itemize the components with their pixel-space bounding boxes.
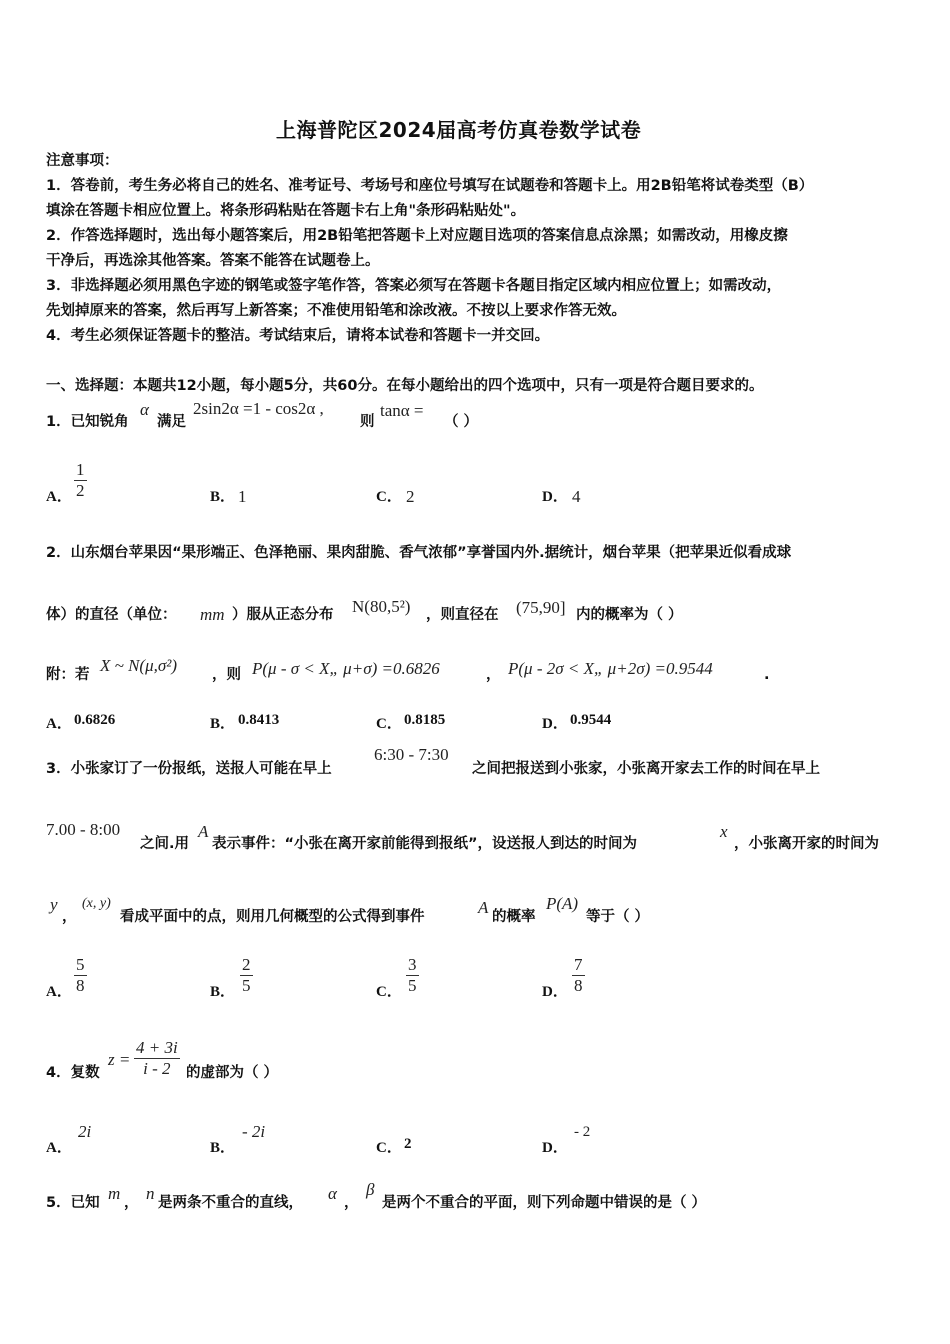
q2-interval: (75,90] [516, 598, 566, 617]
notice-line: 3．非选择题必须用黑色字迹的钢笔或签字笔作答，答案必须写在答题卡各题目指定区域内相应位置上；如需改动， [46, 278, 782, 294]
q5-comma-2: ， [344, 1195, 359, 1211]
q4-suffix: 的虚部为（ ） [186, 1065, 279, 1081]
q3-option-b-fraction [240, 955, 253, 996]
q1-option-a-label[interactable]: A． [46, 489, 72, 505]
q2-line2-c: ，则直径在 [426, 607, 499, 623]
q5-mid: 是两条不重合的直线， [158, 1195, 303, 1211]
q5-suffix: 是两个不重合的平面，则下列命题中错误的是（ ） [382, 1195, 707, 1211]
q2-option-d-label[interactable]: D． [542, 716, 568, 732]
q1-option-d-label[interactable]: D． [542, 489, 568, 505]
q2-option-b-value: 0.8413 [238, 712, 280, 728]
q4-option-d-label[interactable]: D． [542, 1140, 568, 1156]
q5-n: n [146, 1184, 155, 1203]
q4-fraction [134, 1038, 180, 1079]
q2-line1: 2．山东烟台苹果因“果形端正、色泽艳丽、果肉甜脆、香气浓郁”享誉国内外.据统计，烟台苹果（把苹果近似看成球 [46, 545, 792, 561]
q3-option-b-numerator: 2 [242, 955, 251, 974]
q3-option-a-numerator: 5 [76, 955, 85, 974]
q4-option-c-value: 2 [404, 1136, 412, 1152]
q3-line2-b: 表示事件：“小张在离开家前能得到报纸”，设送报人到达的时间为 [212, 836, 638, 852]
q1-prefix: 1．已知锐角 [46, 414, 129, 430]
notice-line: 干净后，再选涂其他答案。答案不能答在试题卷上。 [46, 253, 380, 269]
q1-option-a-denominator: 2 [76, 481, 85, 500]
q3-time-range-1: 6:30 - 7:30 [374, 745, 449, 764]
q1-mid: 满足 [157, 414, 186, 430]
q1-option-b-value: 1 [238, 487, 247, 506]
q2-line3-b: ，则 [212, 667, 241, 683]
notice-line: 先划掉原来的答案，然后再写上新答案；不准使用铅笔和涂改液。不按以上要求作答无效。 [46, 303, 626, 319]
q3-comma: ， [62, 909, 77, 925]
q3-line3-b: 的概率 [492, 909, 536, 925]
notice-line: 1．答卷前，考生务必将自己的姓名、准考证号、考场号和座位号填写在试题卷和答题卡上。用2B铅笔将试卷类型（B） [46, 178, 814, 194]
q2-line2-b: ）服从正态分布 [232, 607, 334, 623]
q4-option-c-label[interactable]: C． [376, 1140, 402, 1156]
q3-event-a-2: A [478, 898, 489, 917]
q2-line2-d: 内的概率为（ ） [576, 607, 683, 623]
q1-option-a-numerator: 1 [76, 460, 85, 479]
q2-comma: ， [486, 667, 501, 683]
q3-line2-c: ，小张离开家的时间为 [734, 836, 879, 852]
q4-numerator: 4 + 3i [136, 1038, 178, 1057]
q3-y: y [50, 895, 58, 914]
q4-option-d-value: - 2 [574, 1124, 591, 1140]
q1-formula: 2sin2α =1 - cos2α , [193, 399, 324, 418]
q3-line1-b: 之间把报送到小张家，小张离开家去工作的时间在早上 [472, 761, 820, 777]
q2-option-b-label[interactable]: B． [210, 716, 236, 732]
q1-then: 则 [360, 414, 375, 430]
q3-option-d-denominator: 8 [574, 976, 583, 995]
q4-prefix: 4．复数 [46, 1065, 100, 1081]
q3-event-a: A [198, 822, 209, 841]
q1-option-c-value: 2 [406, 487, 415, 506]
q5-prefix: 5．已知 [46, 1195, 100, 1211]
q5-comma-1: ， [124, 1195, 139, 1211]
q3-line3-c: 等于（ ） [586, 909, 650, 925]
q2-dot: . [764, 667, 770, 683]
q4-option-b-label[interactable]: B． [210, 1140, 236, 1156]
q4-option-a-label[interactable]: A． [46, 1140, 72, 1156]
q4-denominator: i - 2 [143, 1059, 171, 1078]
notice-line: 填涂在答题卡相应位置上。将条形码粘贴在答题卡右上角"条形码粘贴处"。 [46, 203, 526, 219]
q3-line3-a: 看成平面中的点，则用几何概型的公式得到事件 [120, 909, 425, 925]
q2-unit: mm [200, 605, 225, 624]
q3-option-b-label[interactable]: B． [210, 984, 236, 1000]
q3-option-d-fraction [572, 955, 585, 996]
page-title: 上海普陀区2024届高考仿真卷数学试卷 [276, 118, 642, 142]
q1-paren: （ ） [444, 414, 479, 430]
q3-option-a-denominator: 8 [76, 976, 85, 995]
q3-option-d-numerator: 7 [574, 955, 583, 974]
q4-option-b-value: - 2i [242, 1122, 266, 1141]
q3-option-c-numerator: 3 [408, 955, 417, 974]
notice-line: 2．作答选择题时，选出每小题答案后，用2B铅笔把答题卡上对应题目选项的答案信息点涂黑；如需改动，用橡皮擦 [46, 228, 788, 244]
q2-option-c-value: 0.8185 [404, 712, 446, 728]
q5-alpha: α [328, 1184, 337, 1203]
q1-tan: tanα = [380, 401, 424, 420]
q2-option-d-value: 0.9544 [570, 712, 612, 728]
q3-option-a-fraction [74, 955, 87, 996]
q2-x-dist: X ~ N(μ,σ²) [100, 656, 178, 675]
q1-option-c-label[interactable]: C． [376, 489, 402, 505]
q1-option-d-value: 4 [572, 487, 581, 506]
q3-time-range-2: 7.00 - 8:00 [46, 820, 121, 839]
q2-line2-a: 体）的直径（单位： [46, 607, 177, 623]
q2-normal-dist: N(80,5²) [352, 597, 411, 616]
q3-option-c-fraction [406, 955, 419, 996]
q2-line3-a: 附：若 [46, 667, 90, 683]
q2-option-c-label[interactable]: C． [376, 716, 402, 732]
q2-option-a-value: 0.6826 [74, 712, 116, 728]
q3-line1-a: 3．小张家订了一份报纸，送报人可能在早上 [46, 761, 332, 777]
q3-option-c-denominator: 5 [408, 976, 417, 995]
notice-line: 4．考生必须保证答题卡的整洁。考试结束后，请将本试卷和答题卡一并交回。 [46, 328, 550, 344]
q4-z: z = [108, 1050, 131, 1069]
section-heading: 一、选择题：本题共12小题，每小题5分，共60分。在每小题给出的四个选项中，只有一项是符合题目要求的。 [46, 378, 764, 394]
q5-beta: β [366, 1180, 375, 1199]
q5-m: m [108, 1184, 121, 1203]
q1-option-a-fraction [74, 460, 87, 501]
q3-line2-a: 之间.用 [140, 836, 190, 852]
q3-x: x [720, 822, 728, 841]
q3-prob-a: P(A) [546, 894, 579, 913]
q3-option-a-label[interactable]: A． [46, 984, 72, 1000]
q3-point-xy: (x, y) [82, 896, 111, 911]
q3-option-c-label[interactable]: C． [376, 984, 402, 1000]
q1-alpha: α [140, 400, 149, 419]
q1-option-b-label[interactable]: B． [210, 489, 236, 505]
q3-option-d-label[interactable]: D． [542, 984, 568, 1000]
q2-option-a-label[interactable]: A． [46, 716, 72, 732]
q4-option-a-value: 2i [78, 1122, 92, 1141]
q2-prob-2: P(μ - 2σ < X„ μ+2σ) =0.9544 [508, 659, 713, 678]
notice-heading: 注意事项： [46, 153, 119, 169]
q2-prob-1: P(μ - σ < X„ μ+σ) =0.6826 [252, 659, 440, 678]
q3-option-b-denominator: 5 [242, 976, 251, 995]
